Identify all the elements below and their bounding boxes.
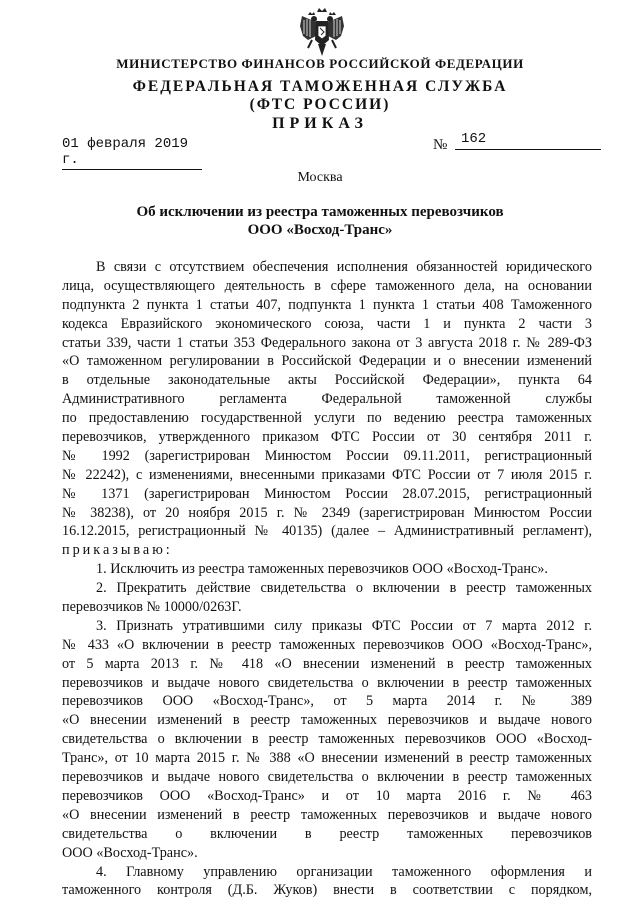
body-line: № 433 «О включении в реестр таможенных перевозчиков ООО «Восход-Транс»,	[62, 636, 592, 653]
body-line: 3. Признать утратившими силу приказы ФТС России от 7 марта 2012 г.	[96, 617, 592, 634]
order-subject	[0, 203, 640, 239]
service-name	[0, 78, 640, 114]
body-line: подпункта 2 пункта 1 статьи 407, подпункта 1 пункта 1 статьи 408 Таможенного	[62, 296, 592, 313]
order-body	[62, 258, 592, 900]
city: Москва	[297, 170, 343, 185]
order-number: 162	[455, 131, 601, 150]
coat-of-arms-icon	[298, 6, 346, 58]
body-line: 1. Исключить из реестра таможенных перевозчиков ООО «Восход-Транс».	[96, 561, 548, 578]
body-line: № 1371 (зарегистрирован Минюстом России 28.07.2015, регистрационный	[62, 485, 592, 502]
body-line: перевозчиков и выдаче нового свидетельства о включении в реестр таможенных	[62, 674, 592, 691]
order-date: 01 февраля 2019 г.	[62, 136, 202, 170]
body-line: «О таможенном регулировании в Российской Федерации и о внесении изменений	[62, 353, 592, 370]
service-name-line2: (ФТС РОССИИ)	[249, 96, 391, 113]
subject-line1: Об исключении из реестра таможенных перевозчиков	[136, 204, 504, 220]
body-line-order-verb: приказываю:	[62, 542, 173, 559]
body-line: таможенного контроля (Д.Б. Жуков) внести в соответствии с порядком,	[62, 882, 592, 899]
body-line: кодекса Евразийского экономического союза, части 1 и пункта 2 части 3	[62, 315, 592, 332]
body-line: перевозчиков ООО «Восход-Транс» и от 10 марта 2016 г. № 463	[62, 787, 592, 804]
body-line: «О внесении изменений в реестр таможенных перевозчиков и выдаче нового	[62, 712, 592, 729]
body-line: перевозчиков, утвержденного приказом ФТС России от 30 сентября 2011 г.	[62, 429, 592, 446]
body-line: 2. Прекратить действие свидетельства о включении в реестр таможенных	[96, 580, 592, 597]
order-number-sign: №	[433, 137, 448, 153]
document-type: ПРИКАЗ	[272, 115, 368, 132]
body-line: «О внесении изменений в реестр таможенных перевозчиков и выдаче нового	[62, 806, 592, 823]
body-line: ООО «Восход-Транс».	[62, 844, 198, 861]
body-line: 16.12.2015, регистрационный № 40135) (далее – Административный регламент),	[62, 523, 592, 540]
body-line: 4. Главному управлению организации таможенного оформления и	[96, 863, 592, 880]
body-line: от 5 марта 2013 г. № 418 «О внесении изменений в реестр таможенных	[62, 655, 592, 672]
body-line: перевозчиков ООО «Восход-Транс», от 5 марта 2014 г. № 389	[62, 693, 592, 710]
body-line: № 1992 (зарегистрирован Минюстом России 09.11.2011, регистрационный	[62, 447, 592, 464]
body-line: № 38238), от 20 ноября 2015 г. № 2349 (зарегистрирован Минюстом России	[62, 504, 592, 521]
body-line: лица, осуществляющего деятельность в сфере таможенного дела, на основании	[62, 277, 592, 294]
body-line: свидетельства о включении в реестр таможенных перевозчиков	[62, 825, 592, 842]
body-line: статьи 339, части 1 статьи 353 Федерального закона от 3 августа 2018 г. № 289-ФЗ	[62, 334, 592, 351]
subject-line2: ООО «Восход-Транс»	[247, 222, 393, 238]
body-line: В связи с отсутствием обеспечения исполнения обязанностей юридического	[96, 259, 592, 275]
body-line: в отдельные законодательные акты Российской Федерации», пункта 64	[62, 372, 592, 389]
ministry-name: МИНИСТЕРСТВО ФИНАНСОВ РОССИЙСКОЙ ФЕДЕРАЦИИ	[116, 56, 524, 71]
body-line: Административного регламента Федеральной таможенной службы	[62, 391, 592, 408]
body-line: свидетельства о включении в реестр таможенных перевозчиков ООО «Восход-	[62, 731, 592, 748]
body-line: по предоставлению государственной услуги по ведению реестра таможенных	[62, 410, 592, 427]
body-line: перевозчиков и выдаче нового свидетельства о включении в реестр таможенных	[62, 769, 592, 786]
body-line: № 22242), с изменениями, внесенными приказами ФТС России от 7 июля 2015 г.	[62, 466, 592, 483]
body-line: перевозчиков № 10000/0263Г.	[62, 599, 242, 616]
body-line: Транс», от 10 марта 2015 г. № 388 «О внесении изменений в реестр таможенных	[62, 750, 592, 767]
service-name-line1: ФЕДЕРАЛЬНАЯ ТАМОЖЕННАЯ СЛУЖБА	[132, 78, 508, 95]
